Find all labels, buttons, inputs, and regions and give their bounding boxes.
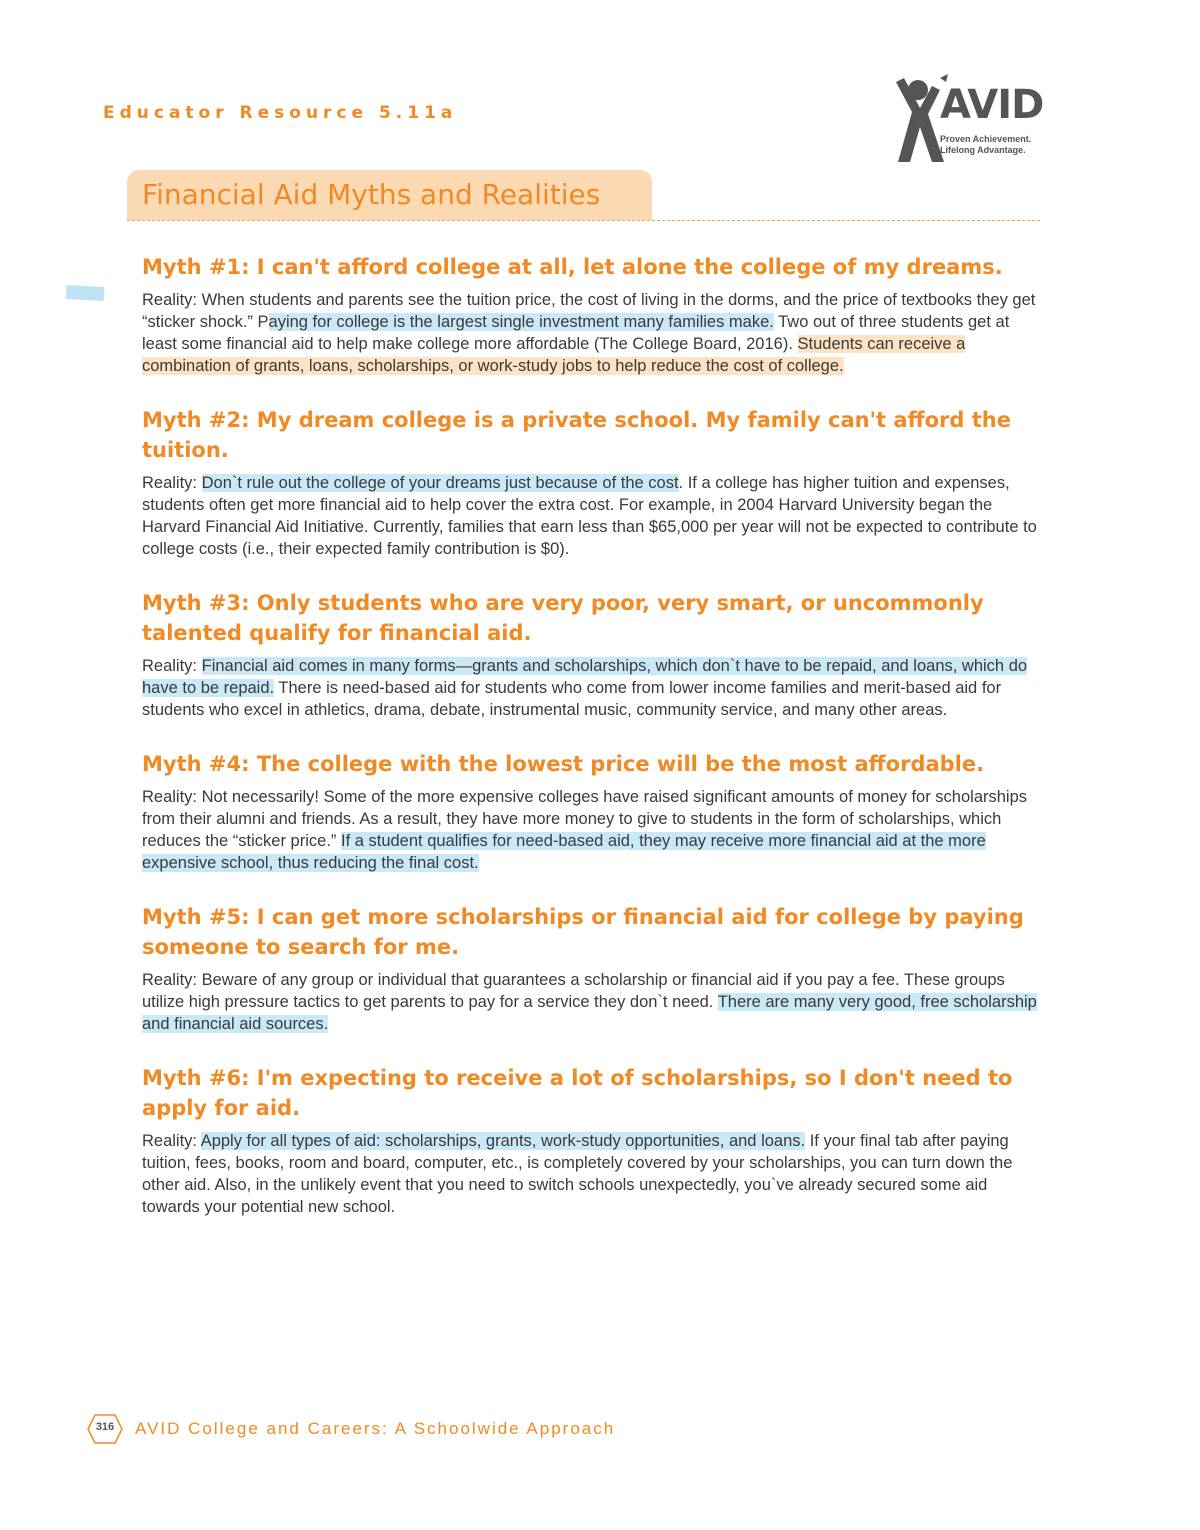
reality-text: Reality: Beware of any group or individual that guarantees a scholarship or financial aid if you pay a fee. These groups utilize high pressure tactics to get parents to pay for a service they don`t need. <box>142 971 1005 1011</box>
highlighted-text: Apply for all types of aid: scholarships, grants, work-study opportunities, and loans. <box>200 1132 806 1150</box>
myth-1 <box>142 252 1042 377</box>
myth-heading: Myth #6: I'm expecting to receive a lot of scholarships, so I don't need to apply for aid. <box>142 1066 1013 1120</box>
avid-logo <box>888 72 1048 167</box>
reality-text: If your final tab after paying tuition, fees, books, room and board, computer, etc., is completely covered by your scholarships, you can turn down the other aid. Also, in the unlikely event that you need to switch schools unexpectedly, you`ve already secured some aid towards your potential new school. <box>142 1132 1013 1216</box>
title-divider <box>127 220 1040 221</box>
highlighted-text: There are many very good, free scholarship and financial aid sources. <box>142 993 1037 1033</box>
highlighted-text: Don`t rule out the college of your dreams just because of the cost <box>201 474 679 492</box>
myth-3 <box>142 588 1042 721</box>
myth-heading: Myth #2: My dream college is a private school. My family can't afford the tuition. <box>142 408 1011 462</box>
myth-reality <box>142 655 1042 721</box>
myth-5 <box>142 902 1042 1035</box>
myth-reality <box>142 472 1042 560</box>
myth-reality <box>142 786 1042 874</box>
highlight-mark <box>66 285 105 301</box>
myth-heading: Myth #5: I can get more scholarships or financial aid for college by paying someone to search for me. <box>142 905 1024 959</box>
reality-text: Reality: <box>142 1132 201 1150</box>
myth-6 <box>142 1063 1042 1218</box>
reality-text: Reality: Not necessarily! Some of the more expensive colleges have raised significant amounts of money for scholarships from their alumni and friends. As a result, they have more money to give to students in the form of scholarships, which reduces the “sticker price.” <box>142 788 1028 850</box>
reality-text: There is need-based aid for students who come from lower income families and merit-based aid for students who excel in athletics, drama, debate, instrumental music, community service, and many other areas. <box>142 679 1002 719</box>
highlighted-text: Financial aid comes in many forms—grants and scholarships, which don`t have to be repaid, and loans, which do have to be repaid. <box>142 657 1028 697</box>
myth-2 <box>142 405 1042 560</box>
myth-heading: Myth #4: The college with the lowest price will be the most affordable. <box>142 752 985 776</box>
reality-text: . If a college has higher tuition and expenses, students often get more financial aid to help cover the extra cost. For example, in 2004 Harvard University began the Harvard Financial Aid Initiative. Currently, families that earn less than $65,000 per year will not be expected to contribute to college costs (i.e., their expected family contribution is $0). <box>142 474 1037 558</box>
myth-4 <box>142 749 1042 874</box>
highlighted-text: aying for college is the largest single investment many families make. <box>268 313 774 331</box>
page-title: Financial Aid Myths and Realities <box>142 178 601 211</box>
figure-icon <box>888 72 948 167</box>
highlighted-text: Students can receive a combination of grants, loans, scholarships, or work-study jobs to help reduce the cost of college. <box>142 335 966 375</box>
reality-text: Reality: <box>142 474 202 492</box>
logo-word: AVID <box>940 82 1044 128</box>
page-number: 316 <box>95 1421 115 1433</box>
myth-heading: Myth #1: I can't afford college at all, let alone the college of my dreams. <box>142 255 1003 279</box>
footer-title: AVID College and Careers: A Schoolwide Approach <box>135 1419 616 1438</box>
highlighted-text: If a student qualifies for need-based aid, they may receive more financial aid at the more expensive school, thus reducing the final cost. <box>142 832 986 872</box>
logo-tagline <box>940 134 1031 156</box>
myth-heading: Myth #3: Only students who are very poor, very smart, or uncommonly talented qualify for financial aid. <box>142 591 984 645</box>
resource-label: Educator Resource 5.11a <box>103 103 458 123</box>
reality-text: Reality: <box>142 657 202 675</box>
logo-tagline-line2: Lifelong Advantage. <box>940 145 1026 155</box>
myths-list <box>142 252 1042 1218</box>
reality-text: Reality: When students and parents see the tuition price, the cost of living in the dorms, and the price of textbooks they get “sticker shock.” P <box>142 291 1036 331</box>
myth-reality <box>142 969 1042 1035</box>
myth-reality <box>142 1130 1042 1218</box>
reality-text: Two out of three students get at least some financial aid to help make college more affordable (The College Board, 2016). <box>142 313 1010 353</box>
logo-tagline-line1: Proven Achievement. <box>940 134 1032 144</box>
myth-reality <box>142 289 1042 377</box>
